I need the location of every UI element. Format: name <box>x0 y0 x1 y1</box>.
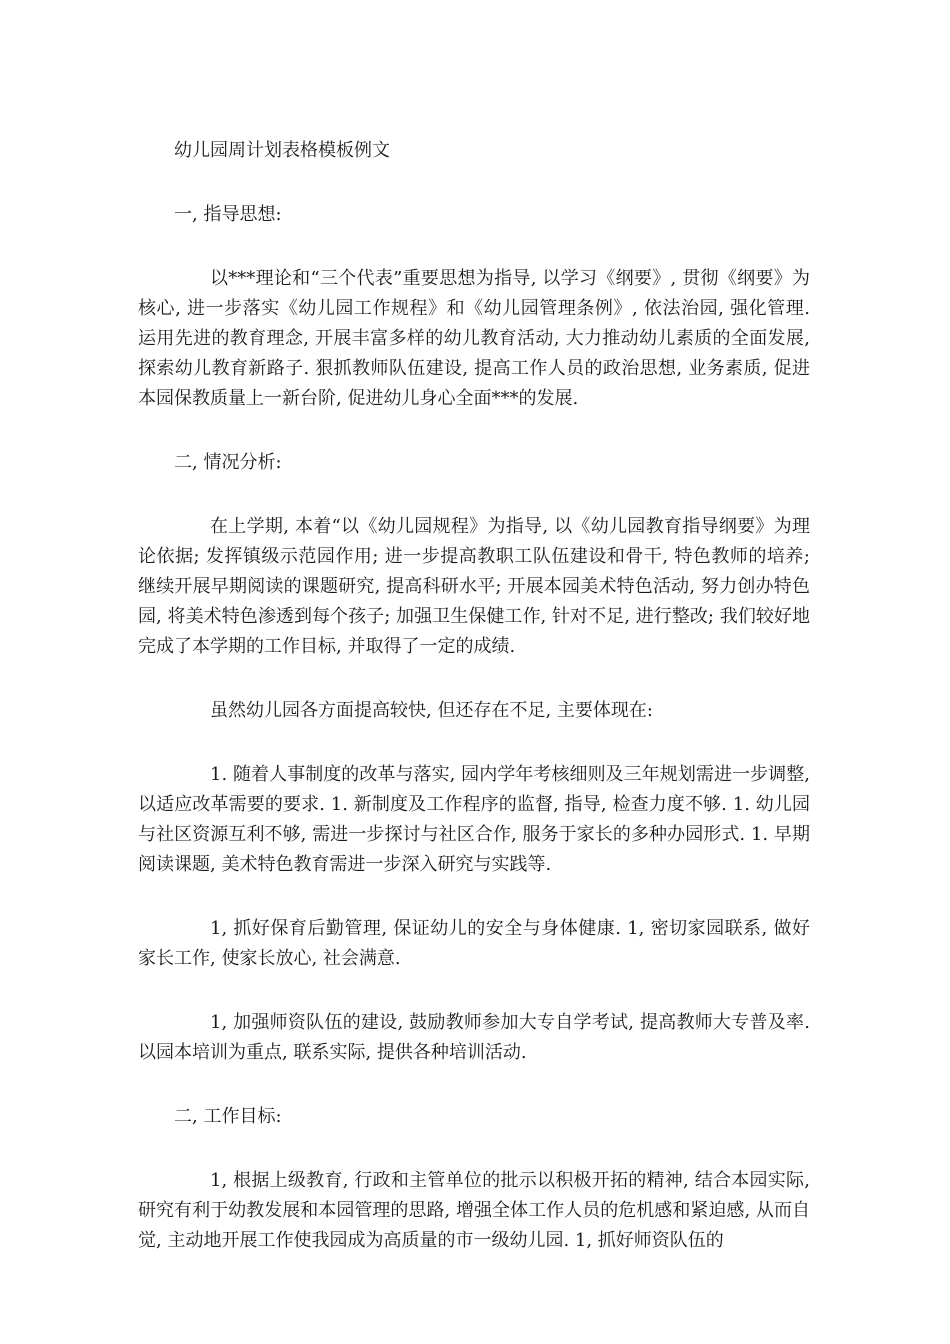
section-heading-guiding-thought: 一, 指导思想: <box>174 204 282 225</box>
document-body <box>138 136 810 1256</box>
paragraph-shortcomings-intro: 虽然幼儿园各方面提高较快, 但还存在不足, 主要体现在: <box>210 700 653 721</box>
section-heading-work-goals: 二, 工作目标: <box>174 1106 282 1127</box>
paragraph-previous-semester: 在上学期, 本着“以《幼儿园规程》为指导, 以《幼儿园教育指导纲要》为理论依据; 发挥镇级示范园作用; 进一步提高教职工队伍建设和骨干, 特色教师的培养; 继续开展早期阅读的课题研究, 提高科研水平; 开展本园美术特色活动, 努力创办特色园, 将美术特色渗透到每个孩子; 加强卫生保健工作, 针对不足, 进行整改; 我们较好地完成了本学期的工作目标, 并取得了一定的成绩. <box>138 516 810 657</box>
section-heading-situation-analysis: 二, 情况分析: <box>174 452 282 473</box>
paragraph-guiding-thought: 以***理论和“三个代表”重要思想为指导, 以学习《纲要》, 贯彻《纲要》为核心, 进一步落实《幼儿园工作规程》和《幼儿园管理条例》, 依法治园, 强化管理. 运用先进的教育理念, 开展丰富多样的幼儿教育活动, 大力推动幼儿素质的全面发展, 探索幼儿教育新路子. 狠抓教师队伍建设, 提高工作人员的政治思想, 业务素质, 促进本园保教质量上一新台阶, 促进幼儿身心全面***的发展. <box>138 268 810 409</box>
paragraph-shortcomings-list: 1. 随着人事制度的改革与落实, 园内学年考核细则及三年规划需进一步调整, 以适应改革需要的要求. 1. 新制度及工作程序的监督, 指导, 检查力度不够. 1. 幼儿园与社区资源互利不够, 需进一步探讨与社区合作, 服务于家长的多种办园形式. 1. 早期阅读课题, 美术特色教育需进一步深入研究与实践等. <box>138 764 810 875</box>
document-title: 幼儿园周计划表格模板例文 <box>174 140 390 161</box>
paragraph-teacher-training: 1, 加强师资队伍的建设, 鼓励教师参加大专自学考试, 提高教师大专普及率. 以园本培训为重点, 联系实际, 提供各种培训活动. <box>138 1012 810 1063</box>
paragraph-logistics: 1, 抓好保育后勤管理, 保证幼儿的安全与身体健康. 1, 密切家园联系, 做好家长工作, 使家长放心, 社会满意. <box>138 918 810 969</box>
paragraph-work-goals: 1, 根据上级教育, 行政和主管单位的批示以积极开拓的精神, 结合本园实际, 研究有利于幼教发展和本园管理的思路, 增强全体工作人员的危机感和紧迫感, 从而自觉, 主动地开展工作使我园成为高质量的市一级幼儿园. 1, 抓好师资队伍的 <box>138 1170 810 1251</box>
